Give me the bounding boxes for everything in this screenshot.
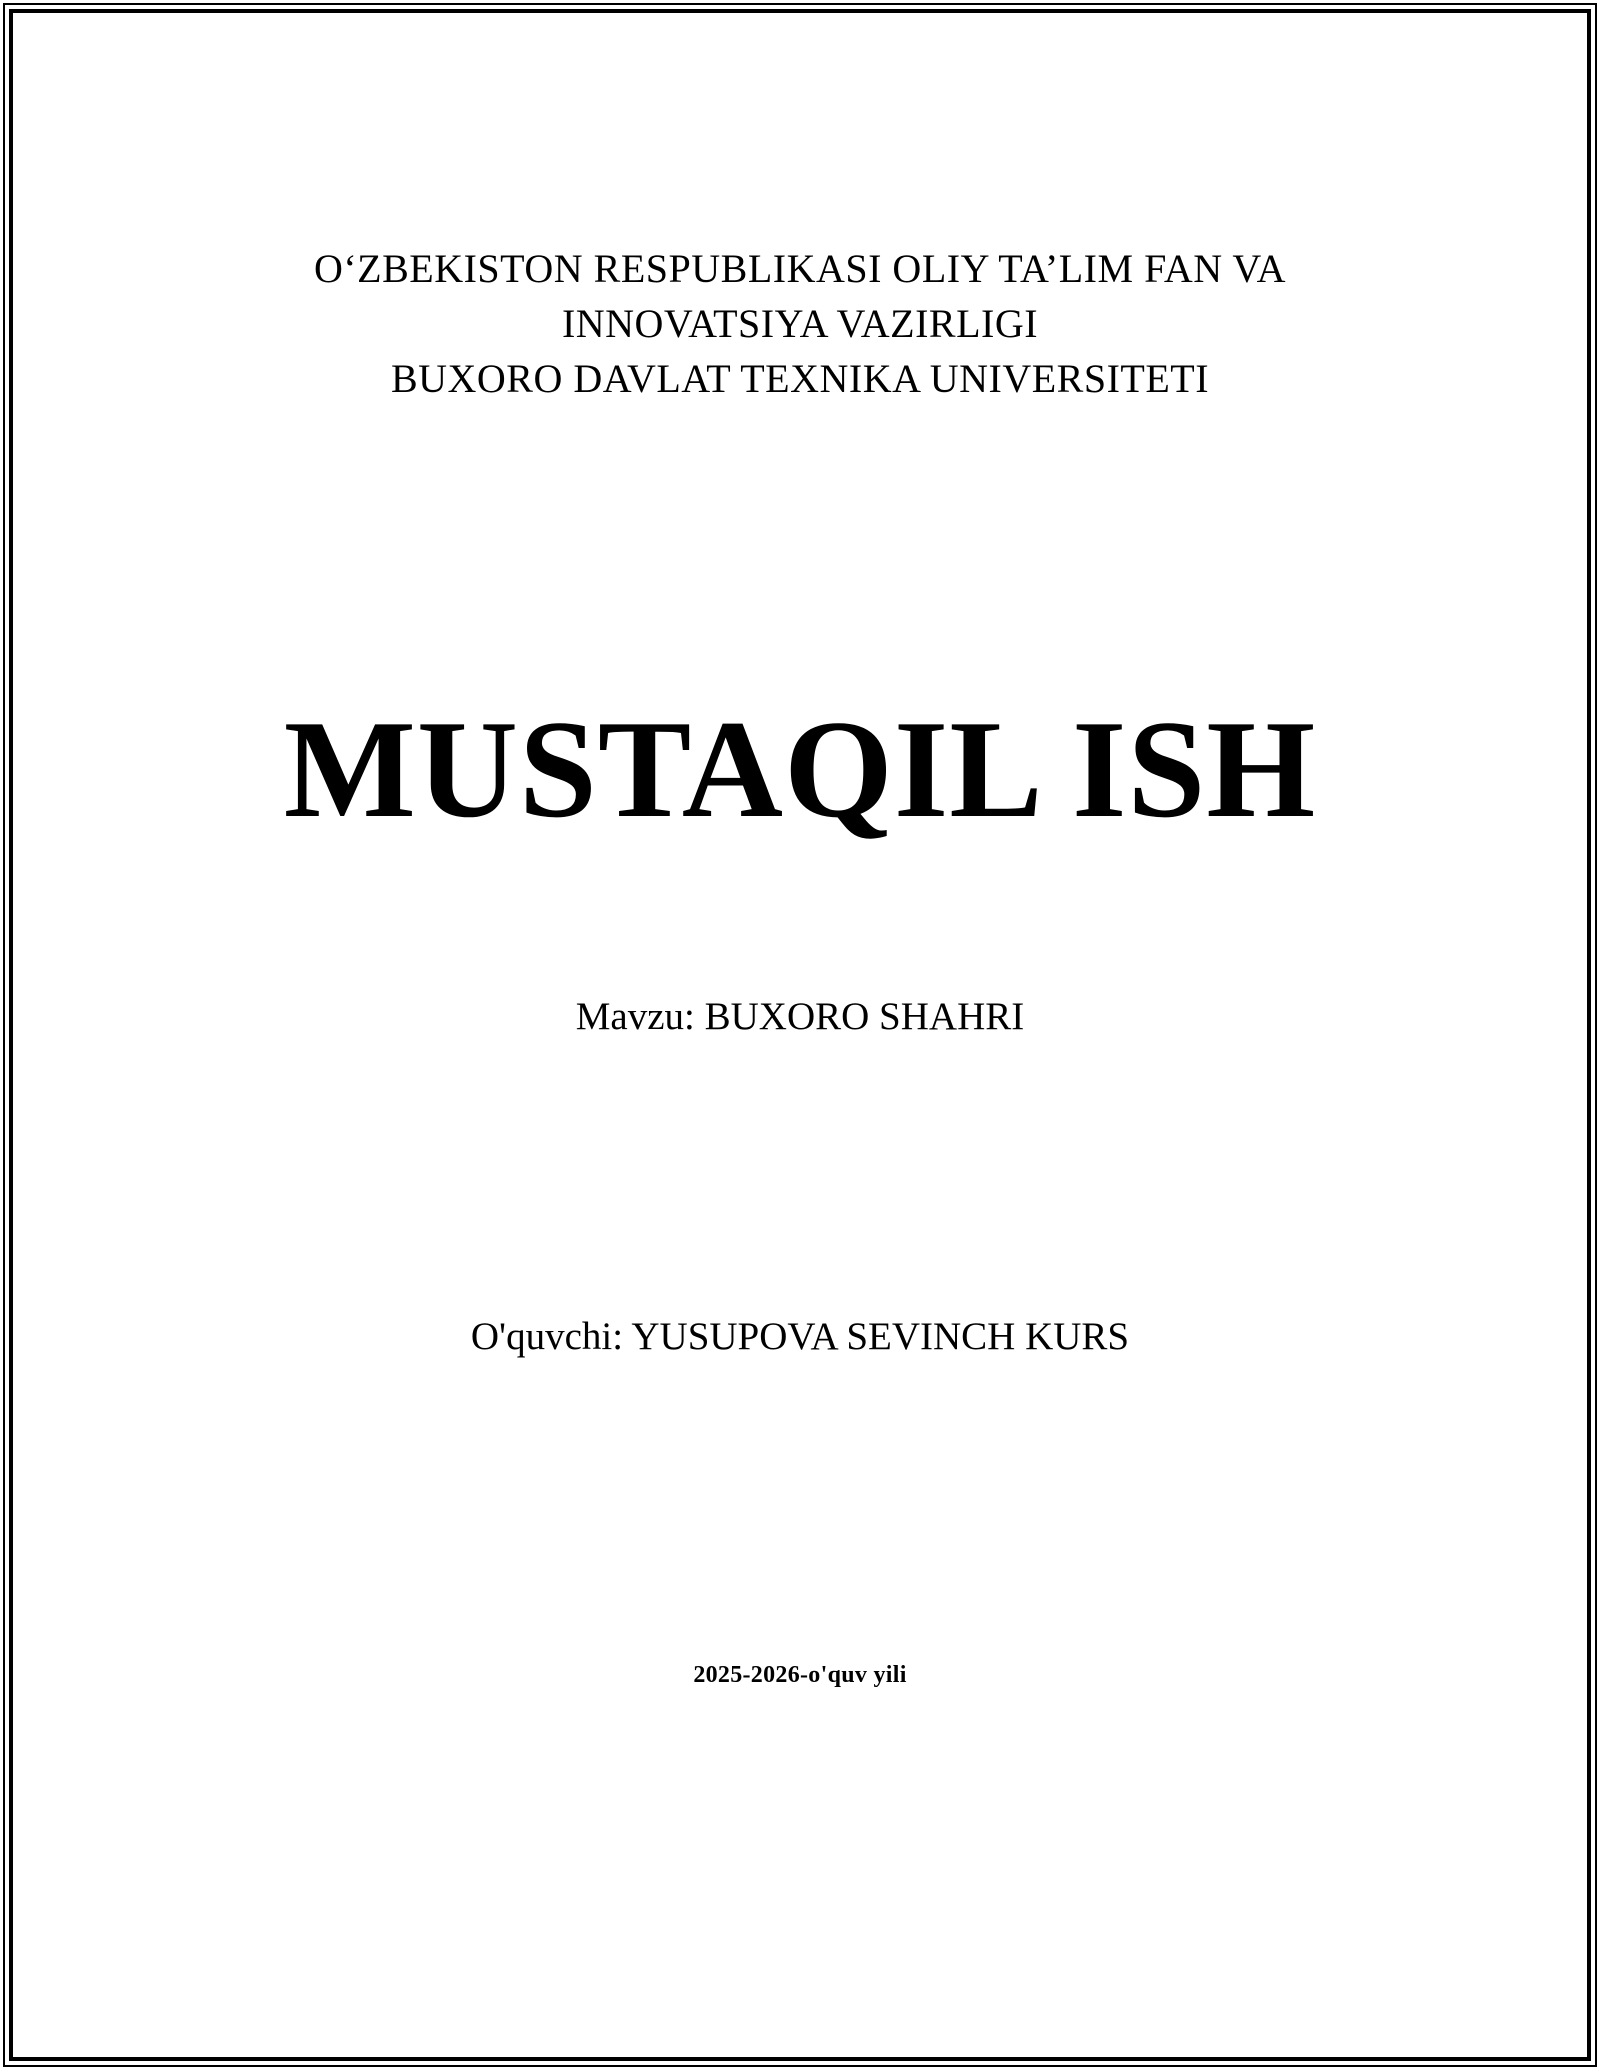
student-line [0, 1314, 1600, 1359]
ministry-header [0, 241, 1600, 406]
academic-year: 2025-2026-o'quv yili [693, 1662, 907, 1688]
ministry-header-line-1: OʻZBEKISTON RESPUBLIKASI OLIY TA’LIM FAN VA [313, 246, 1287, 291]
university-name: BUXORO DAVLAT TEXNIKA UNIVERSITETI [390, 356, 1210, 401]
ministry-header-line-2: INNOVATSIYA VAZIRLIGI [561, 301, 1039, 346]
topic-label: Mavzu: [575, 995, 695, 1038]
topic-value: BUXORO SHAHRI [704, 995, 1025, 1038]
topic-line [0, 994, 1600, 1039]
student-label: O'quvchi: [470, 1315, 624, 1358]
student-value: YUSUPOVA SEVINCH KURS [631, 1315, 1130, 1358]
document-title: MUSTAQIL ISH [283, 692, 1317, 847]
